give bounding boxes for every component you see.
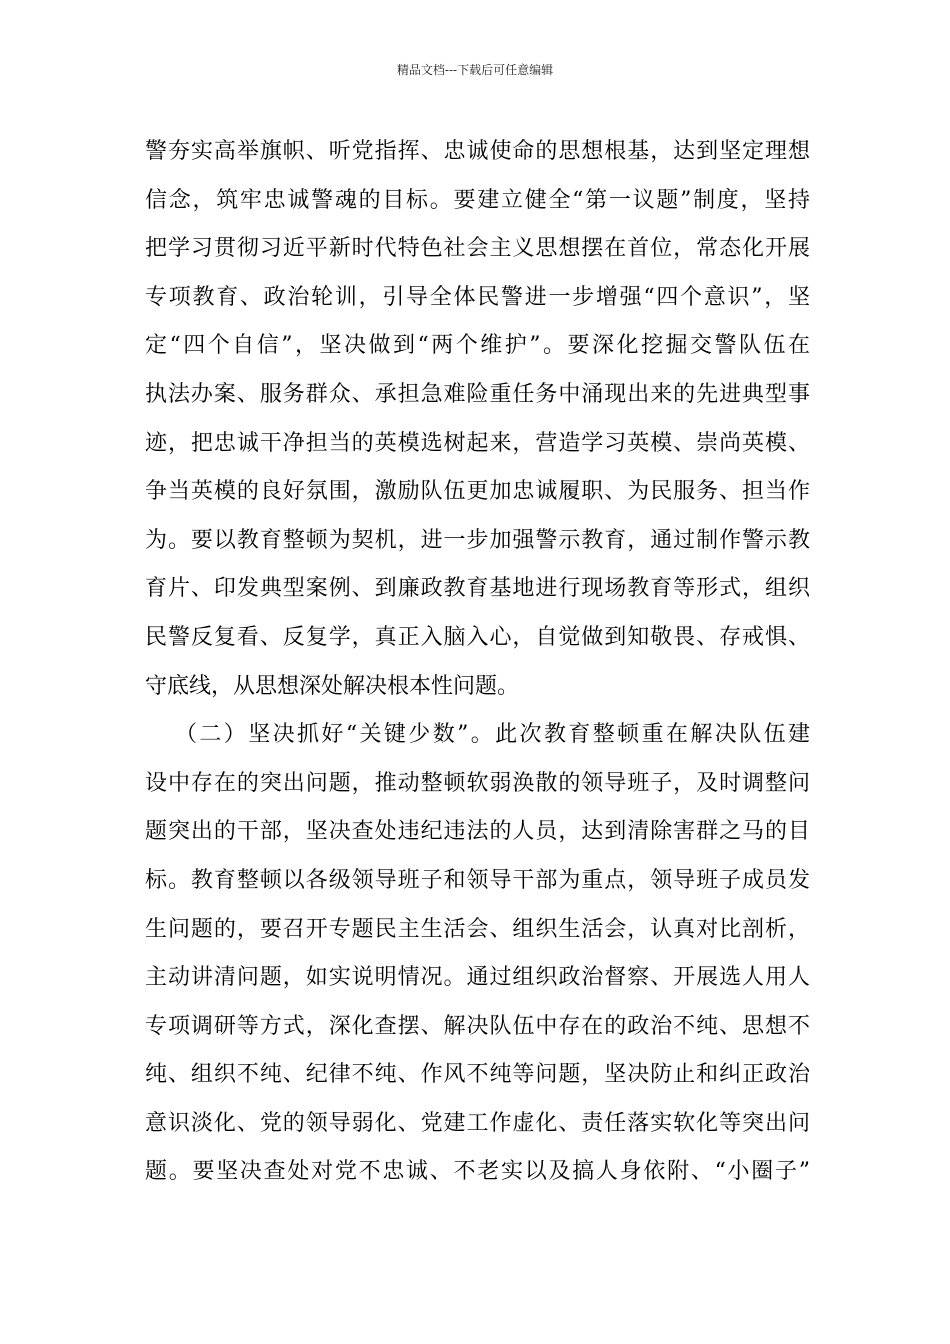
text-line: 题。要坚决查处对党不忠诚、不老实以及搞人身依附、“小圈子” (145, 1159, 810, 1185)
text-line: 争当英模的良好氛围，激励队伍更加忠诚履职、为民服务、担当作 (145, 479, 810, 505)
paragraph-1 (145, 128, 810, 711)
text-line: 定“四个自信”，坚决做到“两个维护”。要深化挖掘交警队伍在 (145, 333, 810, 359)
text-line: 信念，筑牢忠诚警魂的目标。要建立健全“第一议题”制度，坚持 (145, 187, 810, 213)
text-line: 设中存在的突出问题，推动整顿软弱涣散的领导班子，及时调整问 (145, 770, 810, 796)
text-line: 纯、组织不纯、纪律不纯、作风不纯等问题，坚决防止和纠正政治 (145, 1062, 810, 1088)
text-line: 专项教育、政治轮训，引导全体民警进一步增强“四个意识”，坚 (145, 284, 810, 310)
text-line: 标。教育整顿以各级领导班子和领导干部为重点，领导班子成员发 (145, 867, 810, 893)
document-body (145, 128, 810, 1197)
text-line: 警夯实高举旗帜、听党指挥、忠诚使命的思想根基，达到坚定理想 (145, 139, 810, 164)
text-line: 题突出的干部，坚决查处违纪违法的人员，达到清除害群之马的目 (145, 819, 810, 845)
text-line: 育片、印发典型案例、到廉政教育基地进行现场教育等形式，组织 (145, 576, 810, 602)
page-header: 精品文档---下载后可任意编辑 (396, 63, 554, 77)
text-line: 守底线，从思想深处解决根本性问题。 (145, 673, 520, 699)
text-line: 生问题的，要召开专题民主生活会、组织生活会，认真对比剖析， (145, 916, 810, 942)
text-line: 主动讲清问题，如实说明情况。通过组织政治督察、开展选人用人 (145, 965, 810, 991)
text-line: 民警反复看、反复学，真正入脑入心，自觉做到知敬畏、存戒惧、 (145, 624, 810, 650)
text-line: 为。要以教育整顿为契机，进一步加强警示教育，通过制作警示教 (145, 527, 810, 553)
text-line: （二）坚决抓好“关键少数”。此次教育整顿重在解决队伍建 (175, 722, 810, 748)
text-line: 迹，把忠诚干净担当的英模选树起来，营造学习英模、崇尚英模、 (145, 430, 810, 456)
text-line: 意识淡化、党的领导弱化、党建工作虚化、责任落实软化等突出问 (145, 1110, 810, 1136)
text-line: 执法办案、服务群众、承担急难险重任务中涌现出来的先进典型事 (145, 381, 810, 407)
paragraph-2 (145, 711, 810, 1197)
text-line: 把学习贯彻习近平新时代特色社会主义思想摆在首位，常态化开展 (145, 236, 810, 262)
text-line: 专项调研等方式，深化查摆、解决队伍中存在的政治不纯、思想不 (145, 1013, 810, 1039)
